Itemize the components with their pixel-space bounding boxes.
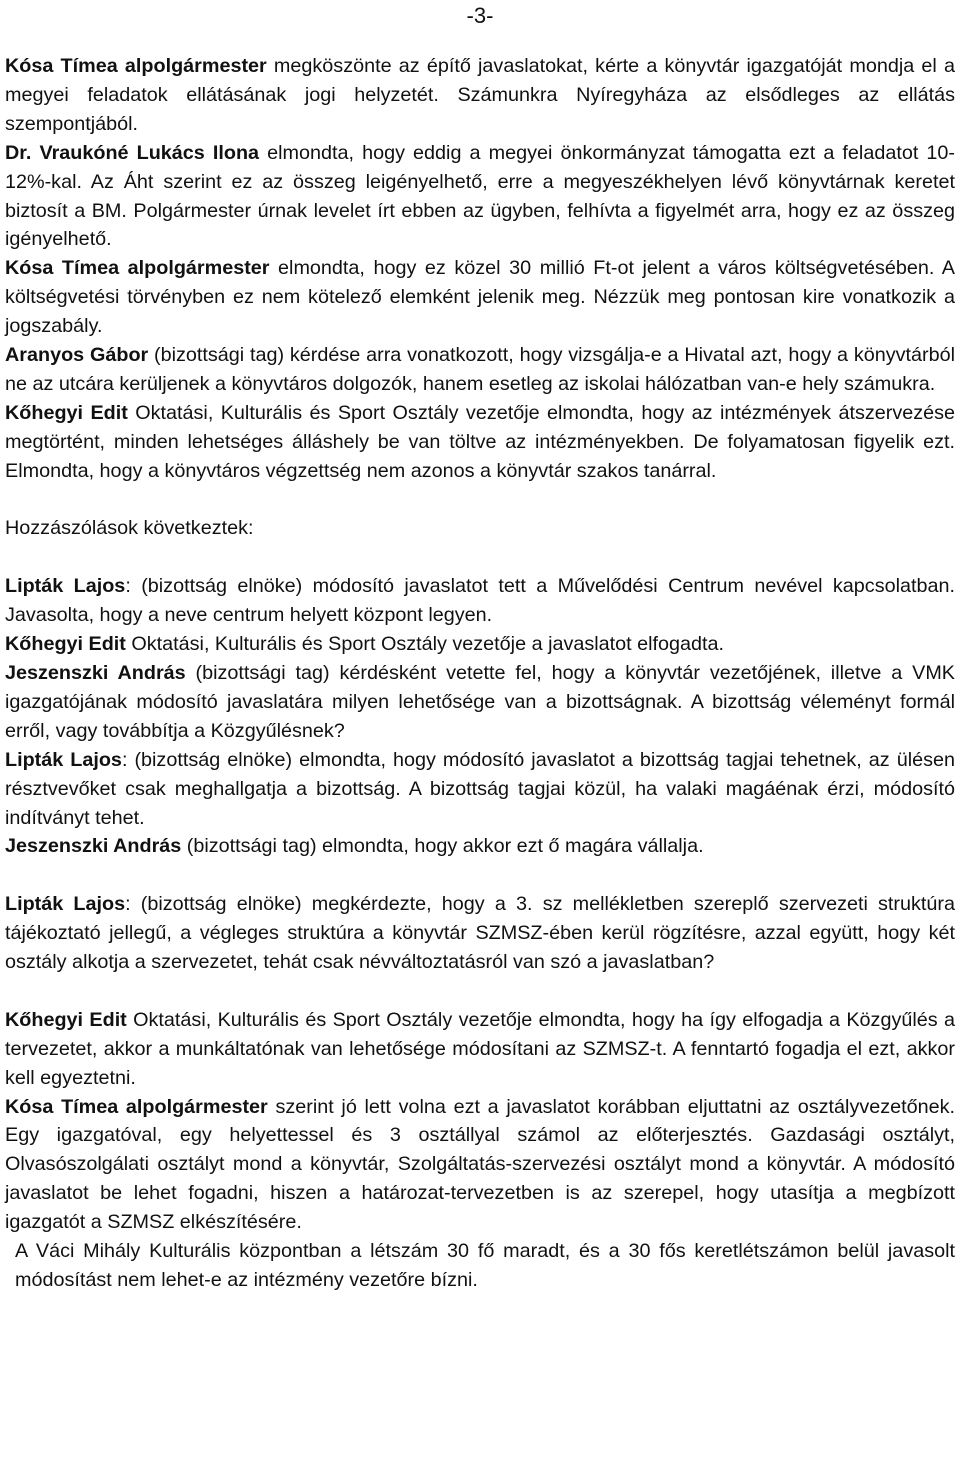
paragraph <box>5 1093 955 1238</box>
paragraph-text: elmondta, hogy eddig a megyei önkormányzat támogatta ezt a feladatot 10-12%-kal. Az Áht szerint ez az összeg leigényelhető, erre a megyeszékhelyen lévő könyvtárnak keretet biztosít a BM. Polgármester úrnak levelet írt ebben az ügyben, felhívta a figyelmét arra, hogy ez az összeg igényelhető. <box>5 141 955 251</box>
speaker-name: Kőhegyi Edit <box>5 633 126 656</box>
paragraph-gap <box>5 977 955 1006</box>
speaker-name: Jeszenszki András <box>5 662 186 684</box>
paragraph <box>5 52 955 139</box>
speaker-name: Kőhegyi Edit <box>5 1008 127 1031</box>
page-number: -3- <box>466 3 494 28</box>
speaker-name: Lipták Lajos <box>5 893 126 916</box>
paragraph <box>5 832 955 861</box>
speaker-name: Jeszenszki András <box>5 835 182 858</box>
paragraph-text: : (bizottság elnöke) megkérdezte, hogy a 3. sz mellékletben szereplő szervezeti struktúra tájékoztató jellegű, a végleges struktúra a könyvtár SZMSZ-ében kerül rögzítésre, azzal együtt, hogy két osztály alkotja a szervezetet, tehát csak névváltoztatásról van szó a javaslatban? <box>5 893 955 974</box>
speaker-name: Lipták Lajos <box>5 748 122 771</box>
speaker-name: Dr. Vraukóné Lukács Ilona <box>5 141 260 164</box>
speaker-name: Lipták Lajos <box>5 575 126 598</box>
paragraph <box>5 399 955 486</box>
speaker-name: Kósa Tímea alpolgármester <box>5 1095 268 1118</box>
paragraph-gap <box>5 486 955 515</box>
paragraph-text: A Váci Mihály Kulturális központban a létszám 30 fő maradt, és a 30 fős keretlétszámon belül javasolt módosítást nem lehet-e az intézmény vezetőre bízni. <box>15 1240 955 1291</box>
paragraph-text: : (bizottság elnöke) elmondta, hogy módosító javaslatot a bizottság tagjai tehetnek, az ülésen résztvevőket csak meghallgatja a bizottság. A bizottság tagjai közül, ha valaki magáénak érzi, módosító indítványt tehet. <box>5 748 955 829</box>
paragraph <box>5 1006 955 1093</box>
paragraph <box>5 659 955 746</box>
paragraph-text: (bizottsági tag) elmondta, hogy akkor ezt ő magára vállalja. <box>181 835 704 858</box>
paragraph-gap <box>5 543 955 572</box>
paragraph-text: megköszönte az építő javaslatokat, kérte a könyvtár igazgatóját mondja el a megyei feladatok ellátásának jogi helyzetét. Számunkra Nyíregyháza az elsődleges az ellátás szempontjából. <box>5 55 955 135</box>
paragraph-text: (bizottsági tag) kérdésként vetette fel, hogy a könyvtár vezetőjének, illetve a VMK igazgatójának módosító javaslatára milyen lehetősége van a bizottságnak. A bizottság véleményt formál erről, vagy továbbítja a Közgyűlésnek? <box>5 662 955 742</box>
document-body <box>5 52 955 1295</box>
paragraph-text: Oktatási, Kulturális és Sport Osztály vezetője a javaslatot elfogadta. <box>125 633 725 656</box>
section-heading <box>5 514 955 543</box>
paragraph <box>5 890 955 977</box>
paragraph-text: Oktatási, Kulturális és Sport Osztály vezetője elmondta, hogy az intézmények átszervezése megtörtént, minden lehetséges álláshely be van töltve az intézményekben. De folyamatosan figyelik ezt. Elmondta, hogy a könyvtáros végzettség nem azonos a könyvtár szakos tanárral. <box>5 401 955 482</box>
paragraph <box>5 254 955 341</box>
speaker-name: Kósa Tímea alpolgármester <box>5 55 267 77</box>
paragraph-text: (bizottsági tag) kérdése arra vonatkozott, hogy vizsgálja-e a Hivatal azt, hogy a könyvtárból ne az utcára kerüljenek a könyvtáros dolgozók, hanem esetleg az iskolai hálózatban van-e hely számukra. <box>5 344 956 395</box>
speaker-name: Kósa Tímea alpolgármester <box>5 257 270 280</box>
paragraph-text: : (bizottság elnöke) módosító javaslatot tett a Művelődési Centrum nevével kapcsolatban. Javasolta, hogy a neve centrum helyett központ legyen. <box>5 575 955 627</box>
paragraph <box>5 746 955 833</box>
paragraph <box>5 630 955 659</box>
paragraph-text: Hozzászólások következtek: <box>5 517 254 540</box>
paragraph-text: elmondta, hogy ez közel 30 millió Ft-ot jelent a város költségvetésében. A költségvetési törvényben ez nem kötelező elemként jelenik meg. Nézzük meg pontosan kire vonatkozik a jogszabály. <box>5 257 955 338</box>
speaker-name: Kőhegyi Edit <box>5 401 128 424</box>
paragraph-text: Oktatási, Kulturális és Sport Osztály vezetője elmondta, hogy ha így elfogadja a Közgyűlés a tervezetet, akkor a munkáltatónak van lehetősége módosítani az SZMSZ-t. A fenntartó fogadja el ezt, akkor kell egyeztetni. <box>5 1008 956 1089</box>
paragraph-gap <box>5 861 955 890</box>
paragraph <box>5 1237 955 1295</box>
paragraph <box>5 139 955 255</box>
speaker-name: Aranyos Gábor <box>5 344 149 367</box>
paragraph <box>5 572 955 630</box>
paragraph <box>5 341 955 399</box>
paragraph-text: szerint jó lett volna ezt a javaslatot korábban eljuttatni az osztályvezetőnek. Egy igazgatóval, egy helyettessel és 3 osztállyal számol az előterjesztés. Gazdasági osztályt, Olvasószolgálati osztályt mond a könyvtár, Szolgáltatás-szervezési osztályt mond a könyvtár. A módosító javaslatot be lehet fogadni, hiszen a határozat-tervezetben is az szerepel, hogy utasítja a megbízott igazgatót a SZMSZ elkészítésére. <box>5 1095 955 1234</box>
